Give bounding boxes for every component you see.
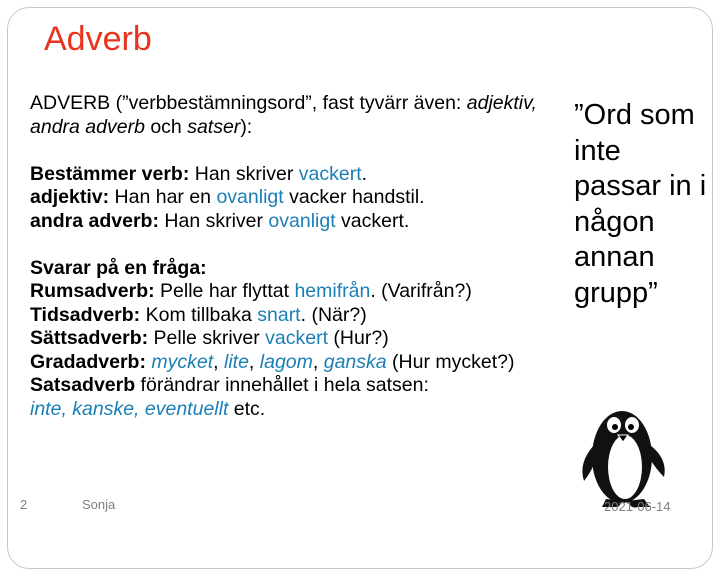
line-verb: Bestämmer verb: Han skriver vackert. (30, 162, 368, 185)
line-sentence-adverb-examples: inte, kanske, eventuellt etc. (30, 397, 266, 420)
line-other-adverb: andra adverb: Han skriver ovanligt vackert. (30, 209, 410, 232)
line-adjective: adjektiv: Han har en ovanligt vacker handstil. (30, 186, 425, 208)
intro-paragraph: ADVERB (”verbbestämningsord”, fast tyvärr även: adjektiv, andra adverb och satser): (30, 92, 537, 138)
intro-term: ADVERB (30, 92, 111, 114)
side-quote: ”Ord som inte passar in i någon annan grupp” (574, 99, 707, 309)
line-place-adverb: Rumsadverb: Pelle har flyttat hemifrån. (Varifrån?) (30, 280, 472, 302)
line-degree-adverb: Gradadverb: mycket, lite, lagom, ganska (Hur mycket?) (30, 350, 515, 373)
penguin-icon (570, 385, 680, 515)
footer-author: Sonja (82, 497, 116, 512)
footer-date: 2021-06-14 (604, 499, 671, 514)
slide-title: Adverb (44, 20, 152, 58)
line-sentence-adverb: Satsadverb förändrar innehållet i hela satsen: (30, 374, 429, 396)
line-manner-adverb: Sättsadverb: Pelle skriver vackert (Hur?) (30, 327, 389, 349)
question-heading: Svarar på en fråga: (30, 256, 207, 279)
line-time-adverb: Tidsadverb: Kom tillbaka snart. (När?) (30, 303, 367, 326)
body-text (30, 92, 540, 421)
footer-page-number: 2 (20, 497, 28, 512)
